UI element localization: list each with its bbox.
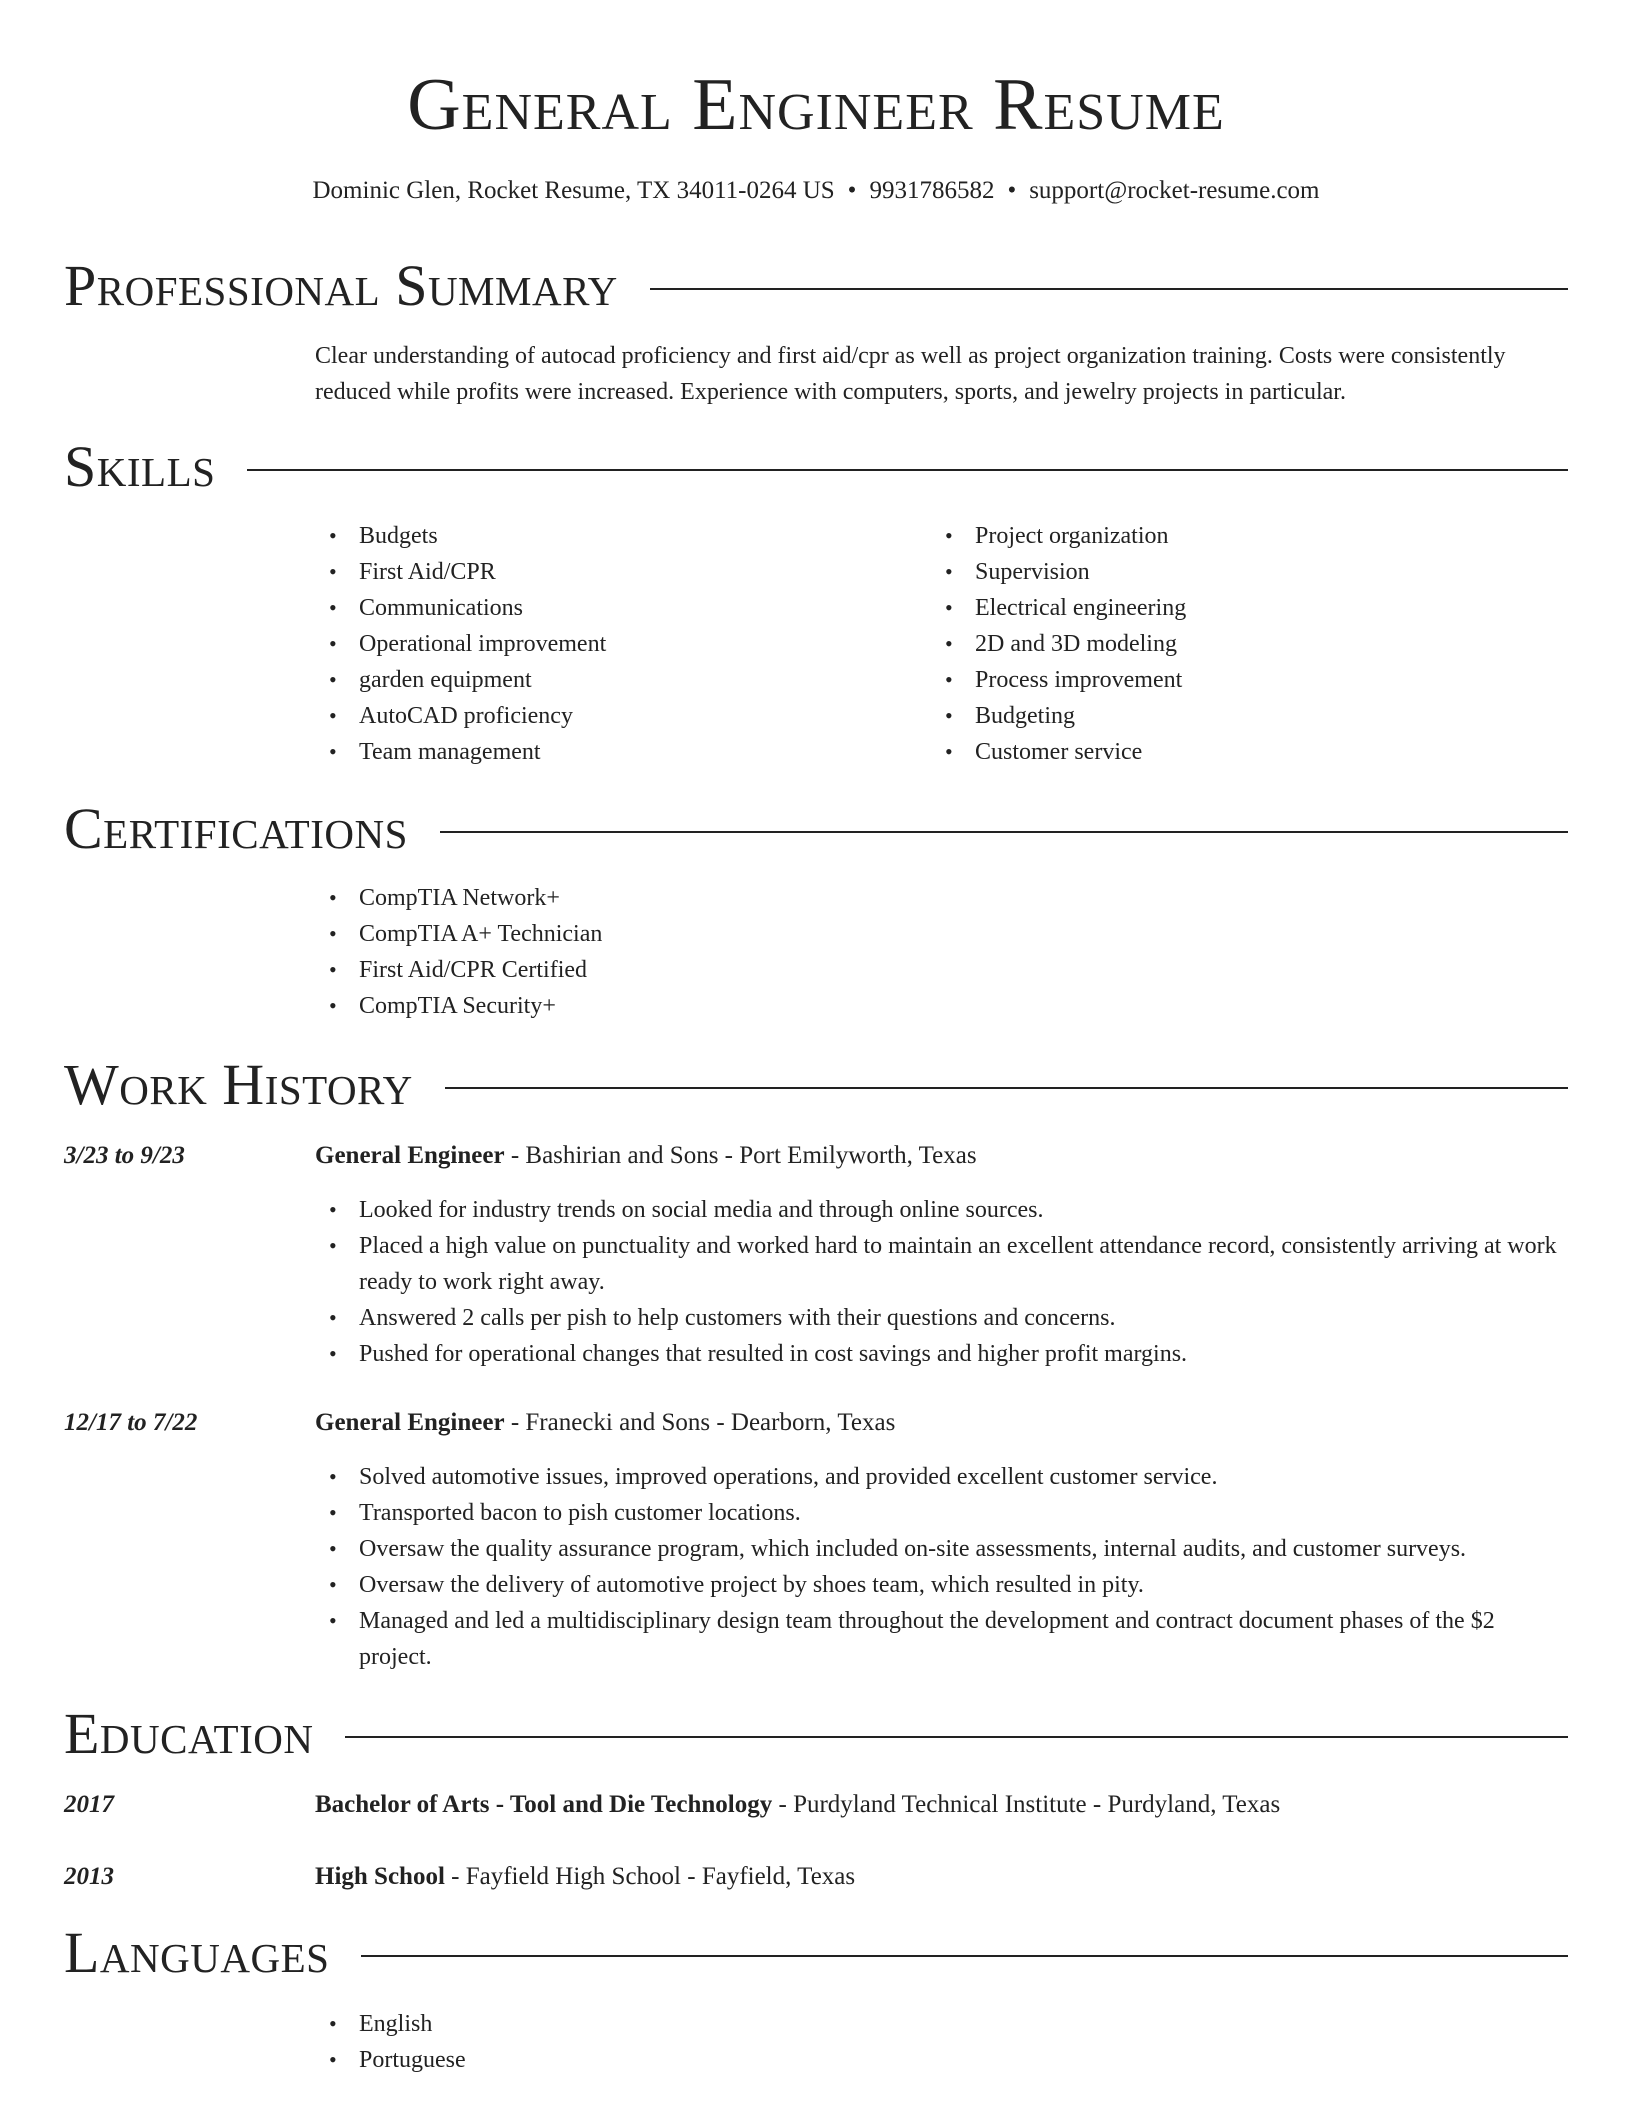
job-heading xyxy=(315,1406,895,1440)
section-header-certifications xyxy=(64,797,1568,861)
skill-item: • Process improvement xyxy=(931,662,1531,698)
contact-separator: • xyxy=(847,177,857,204)
contact-phone: 9931786582 xyxy=(869,177,995,204)
education-year: 2013 xyxy=(64,1863,114,1890)
certification-item: • First Aid/CPR Certified xyxy=(315,952,1115,988)
job-dates: 12/17 to 7/22 xyxy=(64,1409,198,1436)
contact-separator: • xyxy=(1007,177,1017,204)
job-bullet: • Managed and led a multidisciplinary design team throughout the development and contract document phases of the $2 project. xyxy=(315,1603,1570,1675)
summary-text: Clear understanding of autocad proficiency and first aid/cpr as well as project organization training. Costs were consistently reduced while profits were increased. Experience with computers, sports, and jewelry projects in particular. xyxy=(315,343,1506,405)
section-header-skills xyxy=(64,435,1568,499)
job-title: General Engineer xyxy=(315,1409,505,1436)
section-title-languages: Languages xyxy=(64,1920,330,1985)
education-entry xyxy=(315,1788,1280,1822)
skill-item: • First Aid/CPR xyxy=(315,554,915,590)
section-header-education xyxy=(64,1702,1568,1766)
section-divider xyxy=(440,831,1568,833)
section-divider xyxy=(650,288,1568,290)
skill-item: • Supervision xyxy=(931,554,1531,590)
contact-email[interactable]: support@rocket-resume.com xyxy=(1029,177,1320,204)
skills-list-right xyxy=(931,518,1531,770)
skill-item: • Customer service xyxy=(931,734,1531,770)
education-entry xyxy=(315,1860,855,1894)
language-item: • English xyxy=(315,2006,1115,2042)
job-employer: - Franecki and Sons - Dearborn, Texas xyxy=(504,1409,896,1436)
section-header-languages xyxy=(64,1921,1568,1985)
certification-item: • CompTIA A+ Technician xyxy=(315,916,1115,952)
resume-title: General Engineer Resume xyxy=(407,64,1225,146)
job-bullet: • Pushed for operational changes that resulted in cost savings and higher profit margins. xyxy=(315,1336,1570,1372)
skill-item: • Electrical engineering xyxy=(931,590,1531,626)
section-title-certifications: Certifications xyxy=(64,796,408,861)
job-bullet: • Transported bacon to pish customer locations. xyxy=(315,1495,1570,1531)
certification-item: • CompTIA Network+ xyxy=(315,880,1115,916)
languages-list xyxy=(315,2006,1115,2078)
job-bullet: • Oversaw the quality assurance program, which included on-site assessments, internal audits, and customer surveys. xyxy=(315,1531,1570,1567)
section-header-summary xyxy=(64,254,1568,318)
job-title: General Engineer xyxy=(315,1142,505,1169)
job-bullet: • Solved automotive issues, improved operations, and provided excellent customer service. xyxy=(315,1459,1570,1495)
skill-item: • 2D and 3D modeling xyxy=(931,626,1531,662)
section-title-skills: Skills xyxy=(64,434,216,499)
skill-item: • Team management xyxy=(315,734,915,770)
skill-item: • AutoCAD proficiency xyxy=(315,698,915,734)
section-divider xyxy=(247,469,1568,471)
skill-item: • Budgets xyxy=(315,518,915,554)
skill-item: • Budgeting xyxy=(931,698,1531,734)
job-bullet: • Looked for industry trends on social media and through online sources. xyxy=(315,1192,1570,1228)
job-employer: - Bashirian and Sons - Port Emilyworth, Texas xyxy=(504,1142,977,1169)
certification-item: • CompTIA Security+ xyxy=(315,988,1115,1024)
skills-list-left xyxy=(315,518,915,770)
education-degree: Bachelor of Arts - Tool and Die Technology xyxy=(315,1791,773,1818)
section-title-work: Work History xyxy=(64,1052,413,1117)
contact-address: Dominic Glen, Rocket Resume, TX 34011-0264 US xyxy=(312,177,835,204)
certifications-list xyxy=(315,880,1115,1024)
skill-item: • Communications xyxy=(315,590,915,626)
job-bullet: • Answered 2 calls per pish to help customers with their questions and concerns. xyxy=(315,1300,1570,1336)
education-year: 2017 xyxy=(64,1791,114,1818)
language-item: • Portuguese xyxy=(315,2042,1115,2078)
skill-item: • garden equipment xyxy=(315,662,915,698)
contact-line xyxy=(0,174,1632,208)
job-bullets xyxy=(315,1459,1570,1675)
section-divider xyxy=(361,1955,1568,1957)
section-divider xyxy=(445,1087,1568,1089)
section-divider xyxy=(345,1736,1568,1738)
job-heading xyxy=(315,1139,977,1173)
education-school: - Fayfield High School - Fayfield, Texas xyxy=(444,1863,856,1890)
job-bullets xyxy=(315,1192,1570,1372)
section-title-summary: Professional Summary xyxy=(64,253,618,318)
education-degree: High School xyxy=(315,1863,445,1890)
job-bullet: • Placed a high value on punctuality and worked hard to maintain an excellent attendance record, consistently arriving at work ready to work right away. xyxy=(315,1228,1570,1300)
section-header-work xyxy=(64,1053,1568,1117)
section-title-education: Education xyxy=(64,1701,314,1766)
job-dates: 3/23 to 9/23 xyxy=(64,1142,185,1169)
job-bullet: • Oversaw the delivery of automotive project by shoes team, which resulted in pity. xyxy=(315,1567,1570,1603)
skill-item: • Project organization xyxy=(931,518,1531,554)
education-school: - Purdyland Technical Institute - Purdyland, Texas xyxy=(772,1791,1281,1818)
skill-item: • Operational improvement xyxy=(315,626,915,662)
